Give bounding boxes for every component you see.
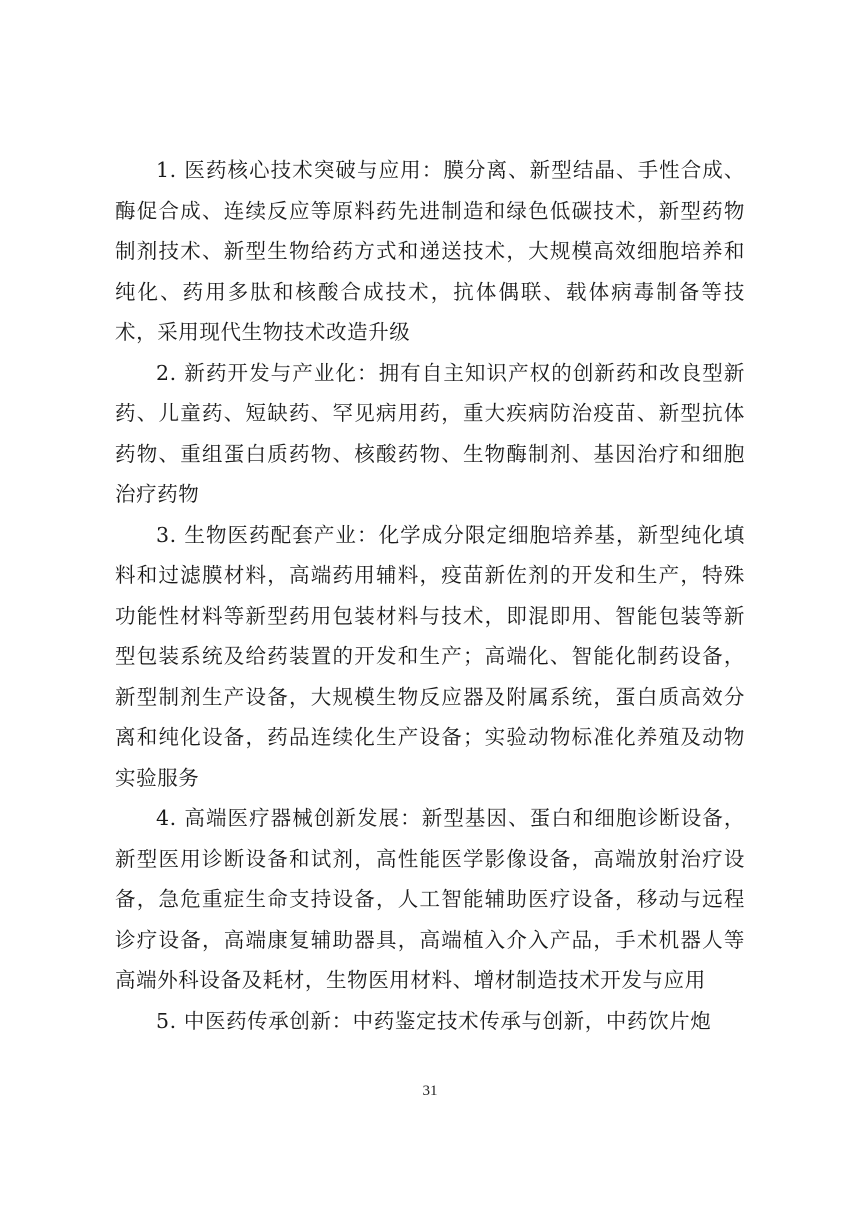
paragraph-3: 3. 生物医药配套产业：化学成分限定细胞培养基，新型纯化填料和过滤膜材料，高端药用辅料，疫苗新佐剂的开发和生产，特殊功能性材料等新型药用包装材料与技术，即混即用、智能包装等新型包装系统及给药装置的开发和生产；高端化、智能化制药设备，新型制剂生产设备，大规模生物反应器及附属系统，蛋白质高效分离和纯化设备，药品连续化生产设备；实验动物标准化养殖及动物实验服务 <box>115 522 745 790</box>
paragraph-5: 5. 中医药传承创新：中药鉴定技术传承与创新，中药饮片炮 <box>156 1008 712 1033</box>
page-number: 31 <box>422 1083 438 1099</box>
document-body <box>115 150 745 1041</box>
paragraph-2: 2. 新药开发与产业化：拥有自主知识产权的创新药和改良型新药、儿童药、短缺药、罕见病用药，重大疾病防治疫苗、新型抗体药物、重组蛋白质药物、核酸药物、生物酶制剂、基因治疗和细胞治疗药物 <box>115 360 745 506</box>
paragraph-4: 4. 高端医疗器械创新发展：新型基因、蛋白和细胞诊断设备，新型医用诊断设备和试剂，高性能医学影像设备，高端放射治疗设备，急危重症生命支持设备，人工智能辅助医疗设备，移动与远程诊疗设备，高端康复辅助器具，高端植入介入产品，手术机器人等高端外科设备及耗材，生物医用材料、增材制造技术开发与应用 <box>115 806 745 992</box>
paragraph-1: 1. 医药核心技术突破与应用：膜分离、新型结晶、手性合成、酶促合成、连续反应等原料药先进制造和绿色低碳技术，新型药物制剂技术、新型生物给药方式和递送技术，大规模高效细胞培养和纯化、药用多肽和核酸合成技术，抗体偶联、载体病毒制备等技术，采用现代生物技术改造升级 <box>115 158 745 344</box>
